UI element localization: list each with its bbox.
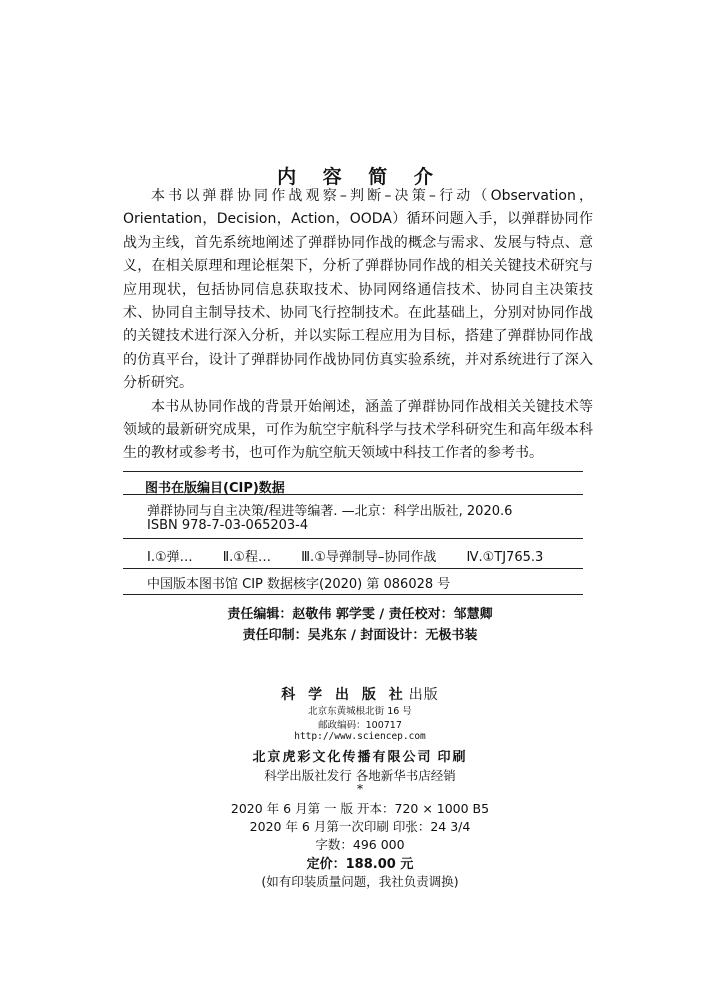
summary-paragraph: 本书从协同作战的背景开始阐述，涵盖了弹群协同作战相关关键技术等领域的最新研究成果，可作为航空宇航科学与技术学科研究生和高年级本科生的教材或参考书，也可作为航空航天领域中科技工作者的参考书。 [123, 398, 593, 462]
summary-body [123, 185, 593, 466]
cip-class-item: Ⅰ.①弹… [147, 550, 193, 565]
divider [123, 568, 583, 569]
cip-catalog-number: 中国版本图书馆 CIP 数据核字(2020) 第 086028 号 [147, 577, 451, 592]
summary-title: 内 容 简 介 [277, 166, 443, 188]
quality-notice: (如有印装质量问题，我社负责调换) [261, 874, 459, 889]
word-count: 字数：496 000 [315, 837, 405, 852]
cip-title-line: 弹群协同与自主决策/程进等编著. —北京：科学出版社, 2020.6 [147, 504, 513, 519]
publisher-suffix: 出版 [408, 687, 439, 703]
divider [123, 538, 583, 539]
publisher-address: 北京东黄城根北街 16 号 [308, 706, 412, 717]
divider [123, 594, 583, 595]
cip-heading: 图书在版编目(CIP)数据 [145, 481, 285, 496]
publisher-line [0, 684, 720, 704]
cip-classification [147, 546, 569, 565]
cip-class-item: Ⅲ.①导弹制导–协同作战 [301, 550, 437, 565]
printer-name: 北京虎彩文化传播有限公司 [252, 750, 433, 765]
publisher-postcode: 邮政编码：100717 [318, 720, 402, 731]
edition-line: 2020 年 6 月第 一 版 开本：720 × 1000 B5 [230, 801, 490, 816]
divider [123, 471, 583, 472]
divider [123, 494, 583, 495]
publisher-name: 科 学 出 版 社 [281, 687, 407, 703]
distribution-line: 科学出版社发行 各地新华书店经销 [264, 768, 456, 783]
price: 定价：188.00 元 [306, 857, 414, 872]
publisher-url: http://www.sciencep.com [294, 731, 426, 742]
staff-line: 责任编辑：赵敬伟 郭学雯 / 责任校对：邹慧卿 [227, 607, 493, 622]
summary-paragraph: 本书以弹群协同作战观察–判断–决策–行动（Observation，Orientation，Decision，Action，OODA）循环问题入手，以弹群协同作战为主线，首先系统地阐述了弹群协同作战的概念与需求、发展与特点、意义，在相关原理和理论框架下，分析了弹群协同作战的相关关键技术研究与应用现状，包括协同信息获取技术、协同网络通信技术、协同自主决策技术、协同自主制导技术、协同飞行控制技术。在此基础上，分别对协同作战的关键技术进行深入分析，并以实际工程应用为目标，搭建了弹群协同作战的仿真平台，设计了弹群协同作战协同仿真实验系统，并对系统进行了深入分析研究。 [123, 188, 593, 392]
printer-suffix: 印刷 [437, 750, 468, 765]
printing-line: 2020 年 6 月第一次印刷 印张：24 3/4 [249, 819, 471, 834]
cip-class-item: Ⅱ.①程… [222, 550, 271, 565]
cip-isbn: ISBN 978-7-03-065203-4 [147, 518, 309, 533]
cip-class-item: Ⅳ.①TJ765.3 [466, 550, 544, 565]
staff-line: 责任印制：吴兆东 / 封面设计：无极书装 [242, 628, 478, 643]
printer-line [0, 746, 720, 765]
separator-star: * [357, 782, 363, 796]
